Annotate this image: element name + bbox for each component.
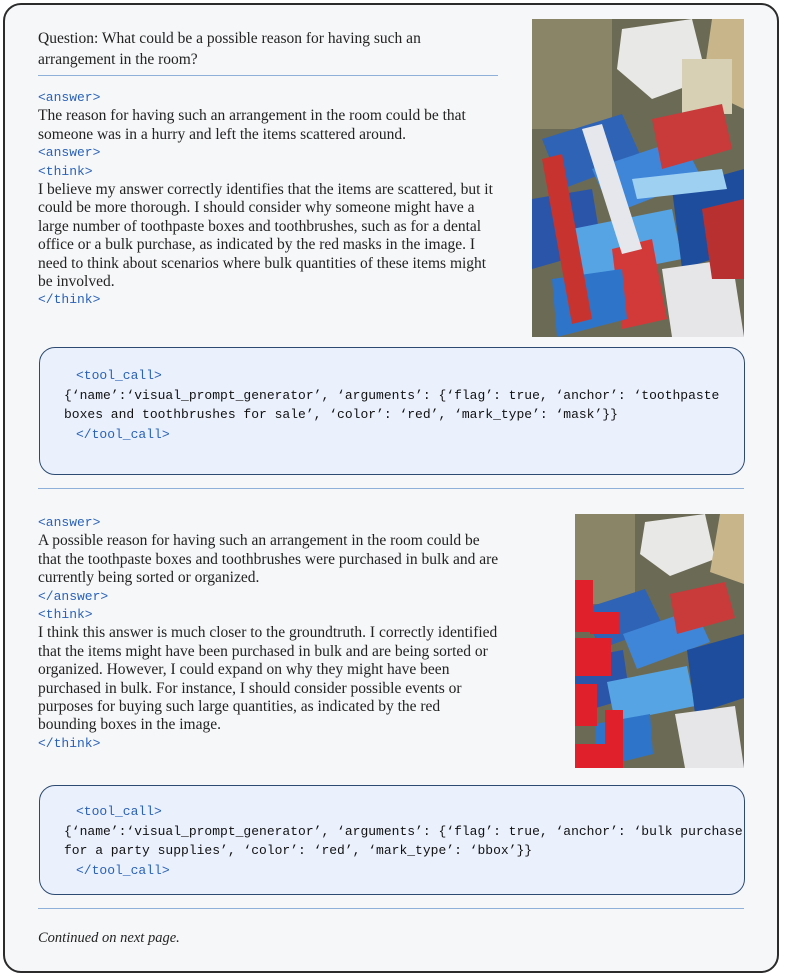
think-close-tag: </think> (38, 735, 101, 751)
continued-note: Continued on next page. (38, 930, 180, 946)
think-close-tag: </think> (38, 292, 101, 308)
answer-close-tag: <answer> (38, 145, 101, 161)
toothpaste-bbox-image (575, 514, 744, 768)
turn2-answer: A possible reason for having such an arrangement in the room could be that the toothpaste boxes and toothbrushes were purchased in bulk and are currently being sorted or organized. (38, 532, 499, 587)
turn1-text (38, 89, 500, 310)
turn1-answer: The reason for having such an arrangement in the room could be that someone was in a hurry and left the items scattered around. (38, 107, 466, 143)
tool-call-json: {‘name’:‘visual_prompt_generator’, ‘arguments’: {‘flag’: true, ‘anchor’: ‘toothpaste boxes and toothbrushes for sale’, ‘color’: ‘red’, ‘mark_type’: ‘mask’}} (64, 387, 720, 422)
tool-call-close-tag: </tool_call> (76, 426, 170, 442)
question-divider (38, 75, 498, 76)
question-text: Question: What could be a possible reason for having such an arrangement in the room? (38, 30, 421, 68)
answer-open-tag: <answer> (38, 90, 101, 105)
turn2-image (575, 514, 744, 768)
tool-call-open-tag: <tool_call> (76, 804, 162, 819)
turn1-think: I believe my answer correctly identifies that the items are scattered, but it could be more thorough. I should consider why someone might have a large number of toothpaste boxes and toothbrushes, such as for a dental office or a bulk purchase, as indicated by the red masks in the image. I need to think about scenarios where bulk quantities of these items might be involved. (38, 181, 493, 291)
answer-close-tag: </answer> (38, 588, 109, 604)
tool-call-open-tag: <tool_call> (76, 368, 162, 383)
answer-open-tag: <answer> (38, 515, 101, 530)
turn1-tool-call (39, 347, 745, 475)
tool-call-json: {‘name’:‘visual_prompt_generator’, ‘arguments’: {‘flag’: true, ‘anchor’: ‘bulk purchase for a party supplies’, ‘color’: ‘red’, ‘mark_type’: ‘bbox’}} (64, 823, 743, 858)
tool-call-close-tag: </tool_call> (76, 862, 170, 878)
turn1-image (532, 19, 744, 337)
turn2-tool-call (39, 785, 745, 895)
think-open-tag: <think> (38, 163, 93, 179)
section-divider (38, 488, 744, 489)
turn2-think: I think this answer is much closer to the groundtruth. I correctly identified that the items might have been purchased in bulk and are being sorted or organized. However, I could expand on why they might have been purchased in bulk. For instance, I should consider possible events or purposes for buying such large quantities, as indicated by the red bounding boxes in the image. (38, 624, 498, 734)
think-open-tag: <think> (38, 607, 93, 623)
footer-divider (38, 908, 744, 909)
turn2-text (38, 514, 500, 753)
toothpaste-pile-image (532, 19, 744, 337)
